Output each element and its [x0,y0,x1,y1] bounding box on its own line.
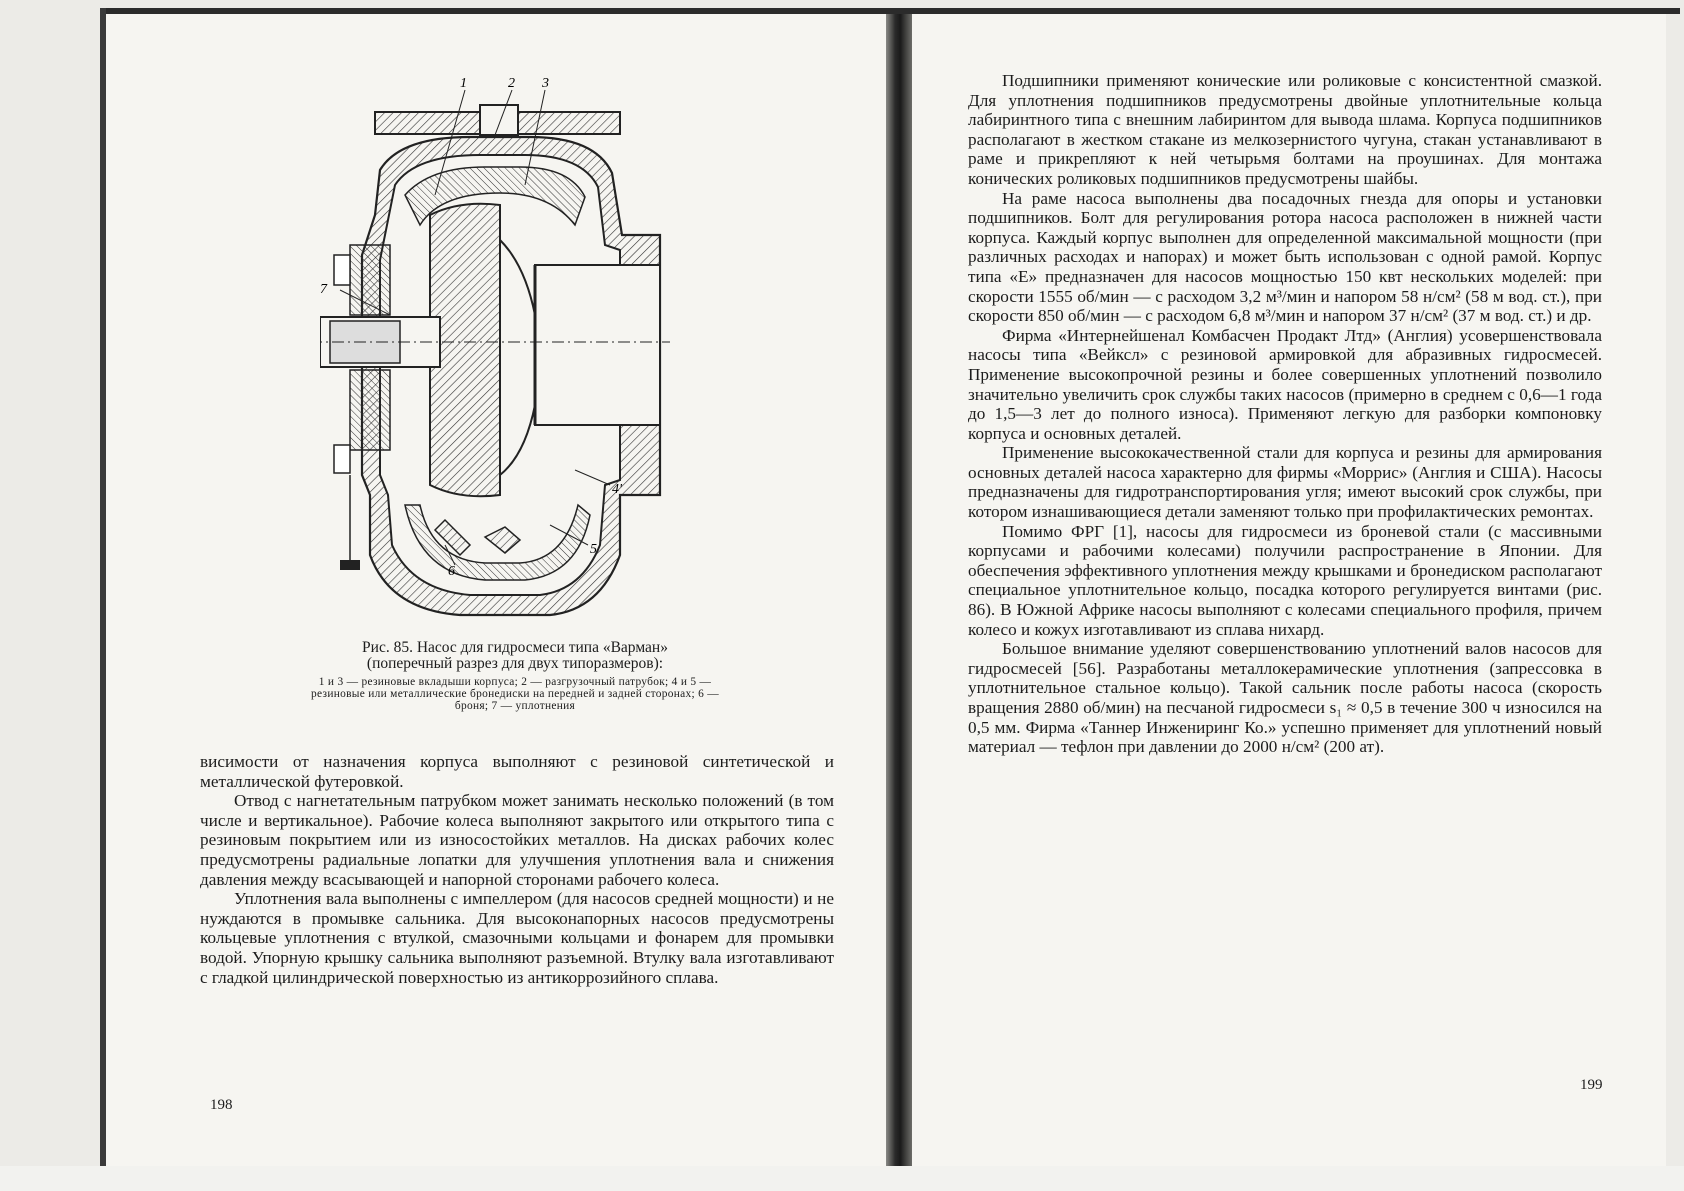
figure-label-5: 5 [590,542,597,557]
paragraph: Отвод с нагнетательным патрубком может занимать несколько положений (в том числе и вертикальное). Рабочие колеса выполняют закрытого или открытого типа с резиновым покрытием или из износостойких металлов. На дисках рабочих колес предусмотрены радиальные лопатки для улучшения уплотнения вала и снижения давления между всасывающей и напорной сторонами рабочего колеса. [200,791,834,889]
book-gutter [886,14,912,1174]
figure-label-4: 4 [640,515,641,516]
paragraph: Помимо ФРГ [1], насосы для гидросмеси из броневой стали (с массивными корпусами и рабочими колесами) получили распространение в Японии. Для обеспечения эффективного уплотнения между крышками и бронедиском располагают специальное уплотнительное кольцо, посадка которого регулируется винтами (рис. 86). В Южной Африке насосы выполняют с колесами специального профиля, причем колесо и кожух изготавливают из сплава нихард. [968,521,1602,639]
left-page-text [200,752,834,987]
figure-label-3: 3 [542,76,549,91]
caption-legend: 1 и 3 — резиновые вкладыши корпуса; 2 — разгрузочный патрубок; 4 и 5 — резиновые или металлические бронедиски на передней и задней сторонах; 6 — броня; 7 — уплотнения [311,676,719,712]
figure-label-4prime: 4' [612,482,622,497]
paragraph: Фирма «Интернейшенал Комбасчен Продакт Лтд» (Англия) усовершенствовала насосы типа «Вейксл» с резиновой армировкой для абразивных гидросмесей. Применение высокопрочной резины и более совершенных уплотнений позволило значительно увеличить срок службы таких насосов (примерно в среднем с 0,6—1 года до 1,5—3 лет до полного износа). Применяют легкую для разборки компоновку корпуса и основных деталей. [968,325,1602,443]
paragraph: Подшипники применяют конические или роликовые с консистентной смазкой. Для уплотнения подшипников предусмотрены двойные уплотнительные кольца лабиринтного типа с внешним лабиринтом для вывода шлама. Корпуса подшипников располагают в жестком стакане из мелкозернистого чугуна, стакан устанавливают в раме и прикрепляют к ней четырьмя болтами на проушинах. Для монтажа конических роликовых подшипников предусмотрены шайбы. [968,71,1602,188]
caption-title: Рис. 85. Насос для гидросмеси типа «Варман» [362,639,668,656]
figure-label-1: 1 [460,76,467,91]
figure-caption [300,640,730,712]
paragraph: На раме насоса выполнены два посадочных гнезда для опоры и установки подшипников. Болт для регулирования ротора насоса расположен в нижней части корпуса. Каждый корпус выполнен для определенной максимальной мощности (при различных расходах и напорах) и может быть использован с одной рамой. Корпус типа «Е» предназначен для насосов мощностью 150 квт нескольких моделей: при скорости 1555 об/мин — с расходом 3,2 м³/мин и напором 58 н/см² (58 м вод. ст.), при скорости 850 об/мин — с расходом 6,8 м³/мин и напором 37 н/см² (37 м вод. ст.) и др. [968,188,1602,326]
paragraph: Применение высококачественной стали для корпуса и резины для армирования основных деталей насоса характерно для фирмы «Моррис» (Англия и США). Насосы предназначены для гидротранспортирования угля; имеют высокий срок службы, при котором изнашивающиеся детали заменяют только при профилактических ремонтах. [968,443,1602,522]
right-page-number: 199 [1580,1077,1603,1093]
left-page-number: 198 [210,1097,233,1113]
bottom-scan-margin [0,1166,1684,1191]
caption-subtitle: (поперечный разрез для двух типоразмеров): [366,655,664,672]
figure-label-7: 7 [320,282,327,297]
paragraph: Большое внимание уделяют совершенствованию уплотнений валов насосов для гидросмесей [56]. Разработаны металлокерамические уплотнения (запрессовка в уплотнительное стальное кольцо). Такой сальник после работы насоса (скорость вращения 2880 об/мин) на песчаной гидросмеси s₁ ≈ 0,5 в течение 300 ч износился на 0,5 мм. Фирма «Таннер Инжениринг Ко.» успешно применяет для уплотнений новый материал — тефлон при давлении до 2000 н/см² (200 ат). [968,639,1602,757]
left-scan-edge [100,8,106,1166]
paragraph: висимости от назначения корпуса выполняют с резиновой синтетической и металлической футеровкой. [200,752,834,791]
paragraph: Уплотнения вала выполнены с импеллером (для насосов средней мощности) и не нуждаются в промывке сальника. Для высоконапорных насосов предусмотрены кольцевые уплотнения с втулкой, смазочными кольцами и фонарем для промывки водой. Упорную крышку сальника выполняют разъемной. Втулку вала изготавливают с гладкой цилиндрической поверхностью из антикоррозийного сплава. [200,889,834,987]
right-page-text [968,71,1602,757]
figure-label-2: 2 [508,76,515,91]
figure-label-6: 6 [448,564,455,579]
pump-cross-section-figure [320,75,740,620]
